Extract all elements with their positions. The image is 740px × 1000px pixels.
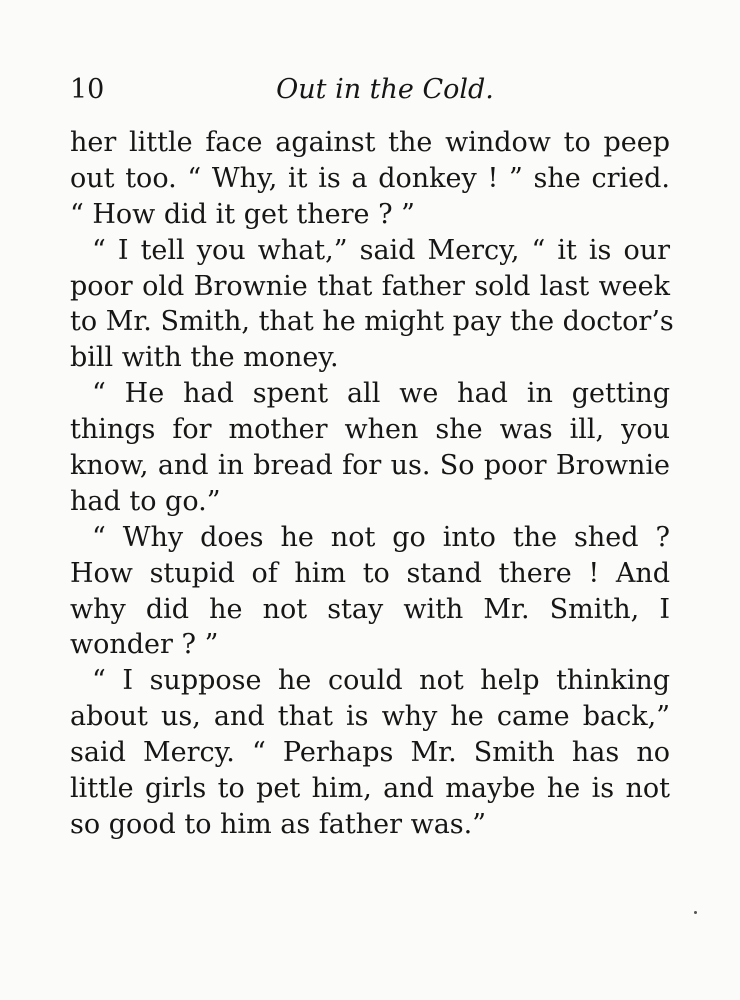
text-line: “ How did it get there ? ” — [70, 198, 415, 230]
text-line: out too. “ Why, it is a donkey ! ” she cried. — [70, 162, 670, 194]
text-line: about us, and that is why he came back,” — [70, 701, 670, 733]
text-line: How stupid of him to stand there ! And — [70, 557, 670, 589]
text-line: “ Why does he not go into the shed ? — [92, 521, 670, 553]
ink-speck — [694, 911, 697, 914]
page-number: 10 — [70, 74, 105, 105]
text-line: said Mercy. “ Perhaps Mr. Smith has no — [70, 737, 670, 769]
text-line: “ He had spent all we had in getting — [92, 378, 670, 410]
text-line: so good to him as father was.” — [70, 808, 487, 840]
text-line: know, and in bread for us. So poor Brownie — [70, 450, 670, 482]
text-line: why did he not stay with Mr. Smith, I — [70, 593, 670, 625]
text-line: things for mother when she was ill, you — [70, 414, 670, 446]
text-line: wonder ? ” — [70, 629, 219, 661]
text-line: little girls to pet him, and maybe he is not — [70, 773, 670, 805]
text-line: poor old Brownie that father sold last week — [70, 270, 670, 302]
running-title: Out in the Cold. — [276, 74, 494, 105]
text-line: “ I suppose he could not help thinking — [92, 665, 670, 697]
page-header — [70, 72, 670, 108]
text-line: “ I tell you what,” said Mercy, “ it is our — [92, 234, 670, 266]
text-line: had to go.” — [70, 485, 221, 517]
body-text — [70, 125, 674, 843]
text-line: her little face against the window to peep — [70, 127, 670, 158]
text-line: to Mr. Smith, that he might pay the doctor’s — [70, 306, 674, 338]
text-line: bill with the money. — [70, 342, 339, 374]
